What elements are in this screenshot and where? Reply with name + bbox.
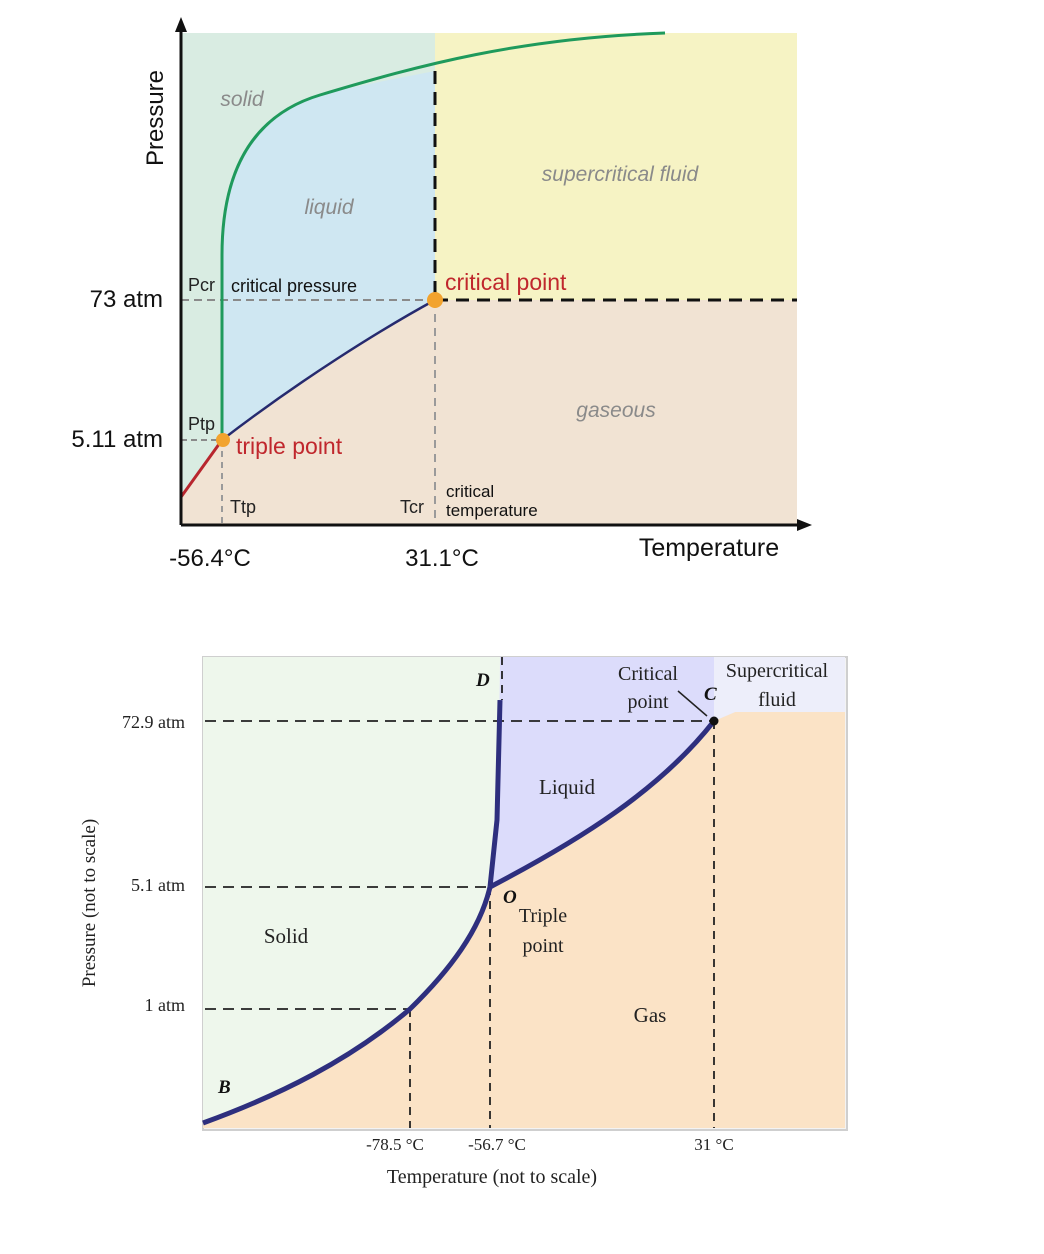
top-triple-point-label: triple point [236,433,343,459]
top-critical-point-marker [427,292,443,308]
bottom-supercritical-line2: fluid [758,689,796,711]
top-y-axis-arrow [175,17,187,32]
top-pcr-symbol: Pcr [188,275,215,295]
top-x-tick-cr: 31.1°C [405,545,479,572]
top-y-axis-title: Pressure [142,69,169,167]
top-ptp-symbol: Ptp [188,414,216,434]
bottom-region-solid-label: Solid [263,924,309,948]
bottom-critical-point-line2: point [627,691,669,713]
top-x-axis-arrow [797,519,812,531]
bottom-x-tick-567: -56.7 °C [468,1135,526,1154]
top-region-supercritical-label: supercritical fluid [541,163,699,186]
top-y-tick-511: 5.11 atm [71,426,163,453]
top-phase-diagram [71,17,812,572]
top-region-solid-label: solid [220,88,264,111]
top-tcr-symbol: Tcr [400,497,424,517]
bottom-point-b: B [218,1077,231,1098]
top-critical-pressure-label: critical pressure [231,276,358,296]
top-critical-temp-line1: critical [446,482,495,501]
bottom-x-tick-31: 31 °C [694,1135,734,1154]
bottom-supercritical-line1: Supercritical [725,660,829,682]
bottom-y-tick-729: 72.9 atm [122,712,185,732]
bottom-x-tick-785: -78.5 °C [366,1135,424,1154]
top-region-gaseous-label: gaseous [576,399,656,422]
top-region-liquid-label: liquid [304,196,354,219]
top-x-axis-title: Temperature [638,534,780,562]
bottom-region-liquid-label: Liquid [539,775,595,799]
bottom-y-tick-1: 1 atm [144,995,185,1015]
bottom-critical-point-marker [710,717,719,726]
bottom-point-d: D [476,670,490,691]
top-x-tick-tp: -56.4°C [169,545,251,572]
bottom-y-axis-title: Pressure (not to scale) [79,818,100,988]
top-triple-point-marker [216,433,230,447]
bottom-triple-point-line1: Triple [518,905,568,927]
bottom-region-gas-label: Gas [633,1003,667,1027]
bottom-x-axis-title: Temperature (not to scale) [386,1166,598,1188]
top-y-tick-73: 73 atm [89,286,163,313]
bottom-point-c: C [704,684,717,705]
bottom-phase-diagram [79,657,847,1188]
top-critical-point-label: critical point [445,269,567,295]
bottom-critical-point-line1: Critical [618,663,678,685]
bottom-y-tick-51: 5.1 atm [131,875,185,895]
top-critical-temp-line2: temperature [446,501,538,520]
bottom-triple-point-line2: point [522,935,564,957]
bottom-point-o: O [503,887,517,908]
top-ttp-symbol: Ttp [230,497,257,517]
